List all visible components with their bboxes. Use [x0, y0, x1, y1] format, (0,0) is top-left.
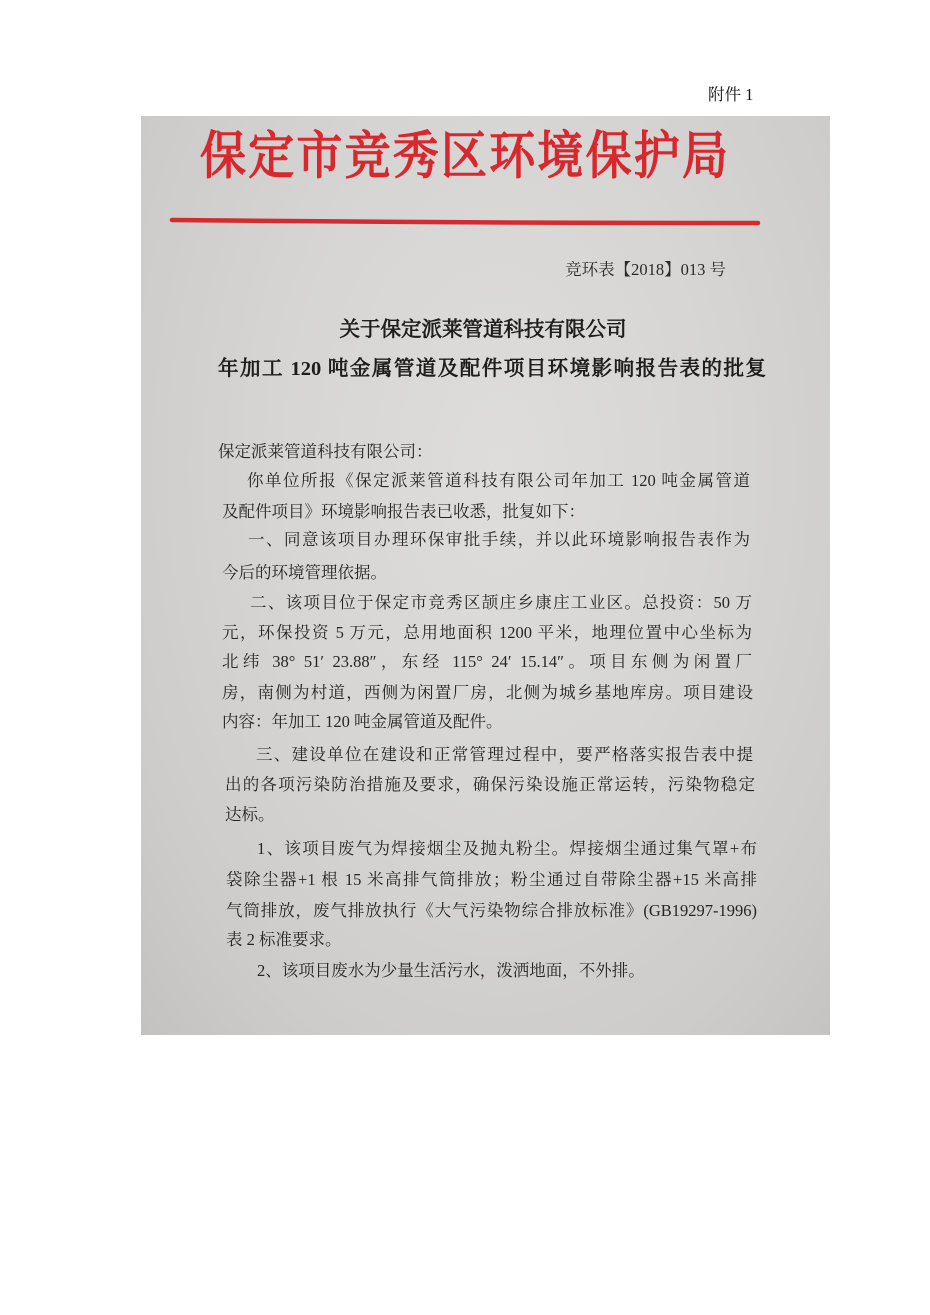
salutation: 保定派莱管道科技有限公司：	[218, 442, 433, 461]
letterhead-red-rule	[168, 211, 762, 229]
body-line: 今后的环境管理依据。	[222, 563, 387, 582]
letterhead-title: 保定市竞秀区环境保护局	[200, 125, 728, 186]
document-title-line-2: 年加工 120 吨金属管道及配件项目环境影响报告表的批复	[218, 358, 766, 380]
body-line: 房，南侧为村道，西侧为闲置厂房，北侧为城乡基地库房。项目建设	[222, 683, 753, 702]
body-line: 袋除尘器+1 根 15 米高排气筒排放；粉尘通过自带除尘器+15 米高排	[226, 870, 757, 889]
body-line: 出的各项污染防治措施及要求，确保污染设施正常运转，污染物稳定	[225, 775, 755, 794]
body-line: 表 2 标准要求。	[226, 930, 342, 949]
body-line: 北纬 38° 51′ 23.88″，东经 115° 24′ 15.14″。项目东侧为闲置厂	[222, 652, 752, 671]
attachment-label: 附件 1	[708, 85, 754, 104]
body-line: 内容：年加工 120 吨金属管道及配件。	[222, 712, 503, 731]
body-line: 气筒排放，废气排放执行《大气污染物综合排放标准》(GB19297-1996)	[226, 901, 757, 920]
body-line: 一、同意该项目办理环保审批手续，并以此环境影响报告表作为	[248, 530, 750, 549]
body-line: 元，环保投资 5 万元，总用地面积 1200 平米，地理位置中心坐标为	[222, 623, 752, 642]
body-line: 二、该项目位于保定市竞秀区颉庄乡康庄工业区。总投资：50 万	[250, 593, 752, 612]
body-line: 达标。	[225, 805, 275, 824]
document-title-line-1: 关于保定派莱管道科技有限公司	[339, 319, 627, 341]
document-number: 竞环表【2018】013 号	[565, 260, 726, 279]
body-line: 你单位所报《保定派莱管道科技有限公司年加工 120 吨金属管道	[247, 471, 750, 490]
body-line: 及配件项目》环境影响报告表已收悉，批复如下：	[222, 502, 585, 521]
body-line: 1、该项目废气为焊接烟尘及抛丸粉尘。焊接烟尘通过集气罩+布	[257, 839, 757, 858]
body-line: 三、建设单位在建设和正常管理过程中，要严格落实报告表中提	[256, 745, 753, 764]
body-line: 2、该项目废水为少量生活污水，泼洒地面，不外排。	[257, 961, 645, 980]
